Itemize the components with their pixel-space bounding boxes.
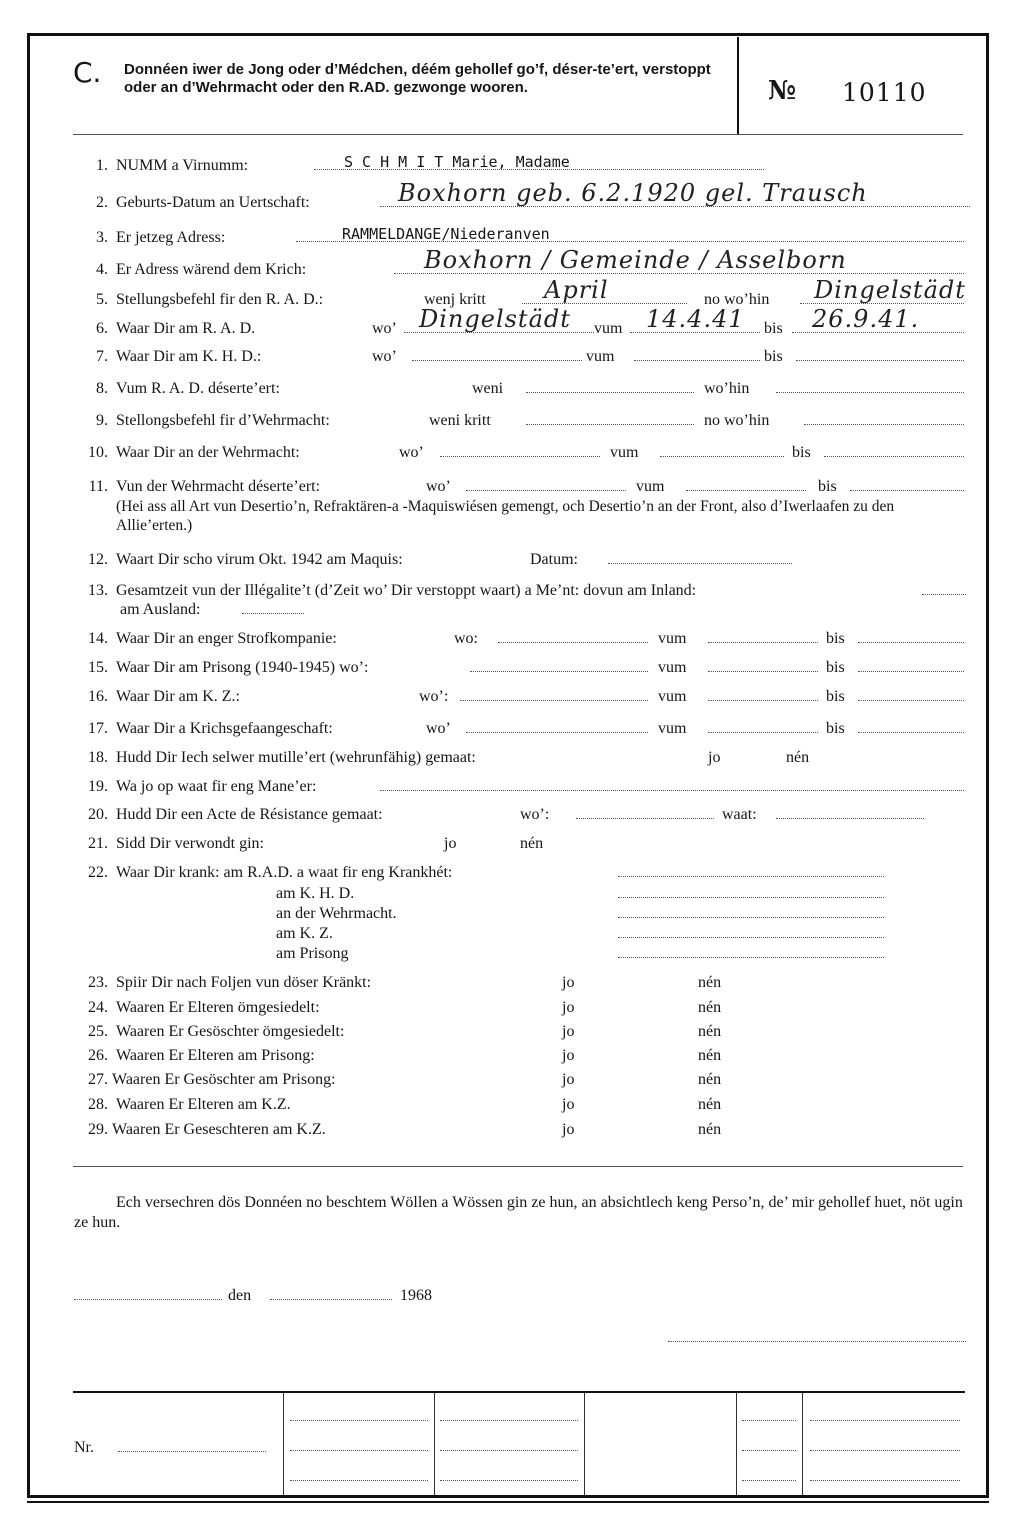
no-option[interactable]: nén bbox=[786, 749, 810, 766]
fill-line[interactable] bbox=[618, 957, 884, 958]
fill-line[interactable] bbox=[380, 790, 964, 791]
handwritten-destination: Dingelstädt bbox=[814, 276, 966, 304]
field-caption: vum bbox=[658, 659, 687, 676]
fill-line[interactable] bbox=[922, 594, 966, 595]
item-number: 14. bbox=[88, 630, 108, 647]
field-caption: weni kritt bbox=[429, 412, 491, 429]
item-label: Waaren Er Elteren am Prisong: bbox=[116, 1047, 315, 1064]
field-caption: bis bbox=[764, 320, 783, 337]
item-label: Waar Dir an der Wehrmacht: bbox=[116, 444, 300, 461]
signature-line bbox=[668, 1327, 966, 1349]
yes-option[interactable]: jo bbox=[562, 1023, 575, 1040]
item-label: Waar Dir an enger Strofkompanie: bbox=[116, 630, 337, 647]
cell-line[interactable] bbox=[440, 1450, 578, 1451]
fill-line[interactable] bbox=[618, 917, 884, 918]
item-label: Hudd Dir een Acte de Résistance gemaat: bbox=[116, 806, 383, 823]
cell-line[interactable] bbox=[742, 1480, 796, 1481]
fill-line[interactable] bbox=[526, 392, 694, 393]
handwritten-war-address: Boxhorn / Gemeinde / Asselborn bbox=[424, 246, 847, 274]
item-label: Er Adress wärend dem Krich: bbox=[116, 261, 307, 278]
office-table bbox=[73, 1391, 965, 1497]
item-label: Waar Dir am K. H. D.: bbox=[116, 348, 262, 365]
no-option[interactable]: nén bbox=[698, 1096, 722, 1113]
item-number: 23. bbox=[88, 974, 108, 991]
field-caption: vum bbox=[586, 348, 615, 365]
field-caption: wo’ bbox=[426, 478, 451, 495]
item-label: Waar Dir krank: am R.A.D. a waat fir eng Krankhét: bbox=[116, 864, 453, 881]
no-option[interactable]: nén bbox=[698, 1047, 722, 1064]
fill-line[interactable] bbox=[660, 456, 784, 457]
field-caption: vum bbox=[610, 444, 639, 461]
no-option[interactable]: nén bbox=[698, 1071, 722, 1088]
item-label: Waaren Er Gesöschter am Prisong: bbox=[112, 1071, 336, 1088]
field-caption: wo’: bbox=[419, 688, 449, 705]
item-number: 10. bbox=[88, 444, 108, 461]
fill-line[interactable] bbox=[858, 671, 964, 672]
field-caption: bis bbox=[826, 659, 845, 676]
handwritten-from: 14.4.41 bbox=[646, 305, 745, 333]
item-label: Hudd Dir Iech selwer mutille’ert (wehrunfähig) gemaat: bbox=[116, 749, 476, 766]
item-label: Waaren Er Geseschteren am K.Z. bbox=[112, 1121, 326, 1138]
cell-line[interactable] bbox=[290, 1450, 428, 1451]
item-label: Vun der Wehrmacht déserte’ert: bbox=[116, 478, 321, 495]
item-label: Stellongsbefehl fir d’Wehrmacht: bbox=[116, 412, 330, 429]
yes-option[interactable]: jo bbox=[562, 974, 575, 991]
item-number: 2. bbox=[96, 194, 108, 211]
item-number: 25. bbox=[88, 1023, 108, 1040]
item-number: 5. bbox=[96, 291, 108, 308]
item-label: Waaren Er Gesöschter ömgesiedelt: bbox=[116, 1023, 345, 1040]
sub-label: an der Wehrmacht. bbox=[276, 905, 397, 922]
table-col-divider bbox=[283, 1393, 284, 1495]
fill-line[interactable] bbox=[470, 671, 648, 672]
fill-line[interactable] bbox=[526, 424, 694, 425]
item-label: NUMM a Virnumm: bbox=[116, 157, 249, 174]
item-number: 26. bbox=[88, 1047, 108, 1064]
fill-line[interactable] bbox=[776, 818, 924, 819]
yes-option[interactable]: jo bbox=[708, 749, 721, 766]
item-number: 17. bbox=[88, 720, 108, 737]
item-label: Stellungsbefehl fir den R. A. D.: bbox=[116, 291, 324, 308]
sub-label: am K. Z. bbox=[276, 925, 333, 942]
header-divider bbox=[737, 37, 739, 134]
handwritten-month: April bbox=[544, 276, 609, 304]
no-option[interactable]: nén bbox=[698, 1121, 722, 1138]
item-number: 11. bbox=[88, 478, 108, 495]
fill-line[interactable] bbox=[708, 642, 818, 643]
field-caption: wo: bbox=[454, 630, 478, 647]
item-number: 18. bbox=[88, 749, 108, 766]
yes-option[interactable]: jo bbox=[562, 1047, 575, 1064]
field-caption: vum bbox=[658, 688, 687, 705]
fill-line[interactable] bbox=[850, 490, 964, 491]
no-option[interactable]: nén bbox=[698, 1023, 722, 1040]
fill-line[interactable] bbox=[466, 732, 648, 733]
sub-label: am Prisong bbox=[276, 945, 349, 962]
item-number: 4. bbox=[96, 261, 108, 278]
fill-line[interactable] bbox=[858, 732, 964, 733]
item-label: Waar Dir am R. A. D. bbox=[116, 320, 256, 337]
cell-line[interactable] bbox=[742, 1420, 796, 1421]
fill-line[interactable] bbox=[708, 671, 818, 672]
header-rule bbox=[73, 134, 963, 135]
form-number: 10110 bbox=[842, 78, 927, 107]
field-caption: wo’ bbox=[426, 720, 451, 737]
field-caption: vum bbox=[636, 478, 665, 495]
item-label: Waar Dir am Prisong (1940-1945) wo’: bbox=[116, 659, 369, 676]
nr-fill-line[interactable] bbox=[118, 1451, 266, 1452]
cell-line[interactable] bbox=[440, 1480, 578, 1481]
item-number: 6. bbox=[96, 320, 108, 337]
item-label: Waart Dir scho virum Okt. 1942 am Maquis: bbox=[116, 551, 403, 568]
item-number: 8. bbox=[96, 380, 108, 397]
fill-line[interactable] bbox=[708, 732, 818, 733]
item-number: 21. bbox=[88, 835, 108, 852]
number-sign: № bbox=[768, 76, 797, 106]
item-label: Waaren Er Elteren am K.Z. bbox=[116, 1096, 291, 1113]
field-caption: bis bbox=[818, 478, 837, 495]
item-label: Waar Dir am K. Z.: bbox=[116, 688, 240, 705]
yes-option[interactable]: jo bbox=[444, 835, 457, 852]
fill-line[interactable] bbox=[858, 642, 964, 643]
item-label: Waaren Er Elteren ömgesiedelt: bbox=[116, 999, 320, 1016]
item-label: Sidd Dir verwondt gin: bbox=[116, 835, 264, 852]
item-number: 24. bbox=[88, 999, 108, 1016]
item-number: 22. bbox=[88, 864, 108, 881]
fill-line[interactable] bbox=[242, 613, 304, 614]
typed-name: S C H M I T Marie, Madame bbox=[344, 153, 570, 171]
item-number: 15. bbox=[88, 659, 108, 676]
field-caption: vum bbox=[658, 630, 687, 647]
field-caption: wo’hin bbox=[704, 380, 750, 397]
field-caption: wo’ bbox=[399, 444, 424, 461]
section-letter: C. bbox=[73, 56, 102, 89]
no-option[interactable]: nén bbox=[520, 835, 544, 852]
signature-fill-line[interactable] bbox=[668, 1341, 966, 1342]
field-caption: wo’ bbox=[372, 348, 397, 365]
item-number: 28. bbox=[88, 1096, 108, 1113]
cell-line[interactable] bbox=[290, 1480, 428, 1481]
fill-line[interactable] bbox=[608, 563, 792, 564]
item-number: 16. bbox=[88, 688, 108, 705]
fill-line[interactable] bbox=[824, 456, 964, 457]
item-number: 1. bbox=[96, 157, 108, 174]
table-col-divider bbox=[434, 1393, 435, 1495]
item-number: 19. bbox=[88, 778, 108, 795]
field-caption: weni bbox=[472, 380, 504, 397]
year-label: 1968 bbox=[400, 1287, 432, 1304]
item-number: 12. bbox=[88, 551, 108, 568]
yes-option[interactable]: jo bbox=[562, 1121, 575, 1138]
fill-line[interactable] bbox=[618, 876, 884, 877]
section-description: Donnéen iwer de Jong oder d’Médchen, déém gehollef go’f, déser-te’ert, verstoppt oder an d’Wehrmacht oder den R.AD. gezwonge wooren. bbox=[124, 61, 711, 96]
fill-line[interactable] bbox=[686, 490, 806, 491]
field-caption: am Ausland: bbox=[120, 601, 201, 618]
item-number: 3. bbox=[96, 229, 108, 246]
cell-line[interactable] bbox=[440, 1420, 578, 1421]
cell-line[interactable] bbox=[290, 1420, 428, 1421]
fill-line[interactable] bbox=[804, 424, 964, 425]
place-fill-line[interactable] bbox=[74, 1299, 222, 1300]
field-caption: bis bbox=[826, 720, 845, 737]
item-label: Vum R. A. D. déserte’ert: bbox=[116, 380, 280, 397]
fill-line[interactable] bbox=[858, 700, 964, 701]
yes-option[interactable]: jo bbox=[562, 999, 575, 1016]
field-caption: no wo’hin bbox=[704, 412, 770, 429]
den-label: den bbox=[228, 1287, 252, 1304]
nr-label: Nr. bbox=[74, 1439, 94, 1456]
fill-line[interactable] bbox=[412, 360, 582, 361]
field-caption: vum bbox=[658, 720, 687, 737]
field-caption: wo’ bbox=[372, 320, 397, 337]
cell-line[interactable] bbox=[810, 1480, 960, 1481]
yes-option[interactable]: jo bbox=[562, 1096, 575, 1113]
fill-line[interactable] bbox=[776, 392, 964, 393]
handwritten-to: 26.9.41. bbox=[812, 305, 920, 333]
day-fill-line[interactable] bbox=[270, 1299, 392, 1300]
table-col-divider bbox=[584, 1393, 585, 1495]
item-label: Waar Dir a Krichsgefaangeschaft: bbox=[116, 720, 333, 737]
handwritten-birth: Boxhorn geb. 6.2.1920 gel. Trausch bbox=[398, 179, 868, 207]
field-caption: bis bbox=[764, 348, 783, 365]
sub-label: am K. H. D. bbox=[276, 885, 355, 902]
fill-line[interactable] bbox=[708, 700, 818, 701]
item-label: Er jetzeg Adress: bbox=[116, 229, 226, 246]
item-number: 27. bbox=[88, 1071, 108, 1088]
fill-line[interactable] bbox=[618, 937, 884, 938]
fill-line[interactable] bbox=[498, 642, 648, 643]
no-option[interactable]: nén bbox=[698, 974, 722, 991]
cell-line[interactable] bbox=[810, 1420, 960, 1421]
field-caption: waat: bbox=[722, 806, 757, 823]
field-caption: bis bbox=[826, 688, 845, 705]
item-label: Wa jo op waat fir eng Mane’er: bbox=[116, 778, 317, 795]
fill-line[interactable] bbox=[576, 818, 714, 819]
item-label: Geburts-Datum an Uertschaft: bbox=[116, 194, 310, 211]
field-caption: vum bbox=[594, 320, 623, 337]
field-caption: no wo’hin bbox=[704, 291, 770, 308]
fill-line[interactable] bbox=[440, 456, 600, 457]
section-rule bbox=[73, 1166, 963, 1167]
fill-line[interactable] bbox=[466, 490, 626, 491]
field-caption: bis bbox=[792, 444, 811, 461]
table-col-divider bbox=[802, 1393, 803, 1495]
item-number: 13. bbox=[88, 582, 108, 599]
item-label: Spiir Dir nach Foljen vun döser Kränkt: bbox=[116, 974, 372, 991]
item-number: 9. bbox=[96, 412, 108, 429]
fill-line[interactable] bbox=[796, 360, 964, 361]
table-col-divider bbox=[736, 1393, 737, 1495]
handwritten-place: Dingelstädt bbox=[419, 305, 571, 333]
cell-line[interactable] bbox=[742, 1450, 796, 1451]
yes-option[interactable]: jo bbox=[562, 1071, 575, 1088]
field-caption: Datum: bbox=[530, 551, 578, 568]
field-caption: bis bbox=[826, 630, 845, 647]
item-number: 20. bbox=[88, 806, 108, 823]
item-number: 7. bbox=[96, 348, 108, 365]
field-caption: wo’: bbox=[520, 806, 550, 823]
fill-line[interactable] bbox=[634, 360, 760, 361]
declaration: Ech versechren dös Donnéen no beschtem Wöllen a Wössen gin ze hun, an absichtlech keng Perso’n, de’ mir gehollef huet, nöt ugin ze hun. bbox=[74, 1194, 963, 1231]
item-label: Gesamtzeit vun der Illégalite’t (d’Zeit wo’ Dir verstoppt waart) a Me’nt: dovun am Inland: bbox=[116, 582, 697, 599]
fill-line[interactable] bbox=[618, 897, 884, 898]
cell-line[interactable] bbox=[810, 1450, 960, 1451]
item-number: 29. bbox=[88, 1121, 108, 1138]
typed-address: RAMMELDANGE/Niederanven bbox=[342, 225, 550, 243]
no-option[interactable]: nén bbox=[698, 999, 722, 1016]
item-11-note: (Hei ass all Art vun Desertio’n, Refraktären-a -Maquiswiésen gemengt, och Desertio’n an der Front, also d’Iwerlaafen zu den Allie’erten.) bbox=[116, 498, 895, 534]
field-caption: wenj kritt bbox=[424, 291, 486, 308]
fill-line[interactable] bbox=[460, 700, 648, 701]
